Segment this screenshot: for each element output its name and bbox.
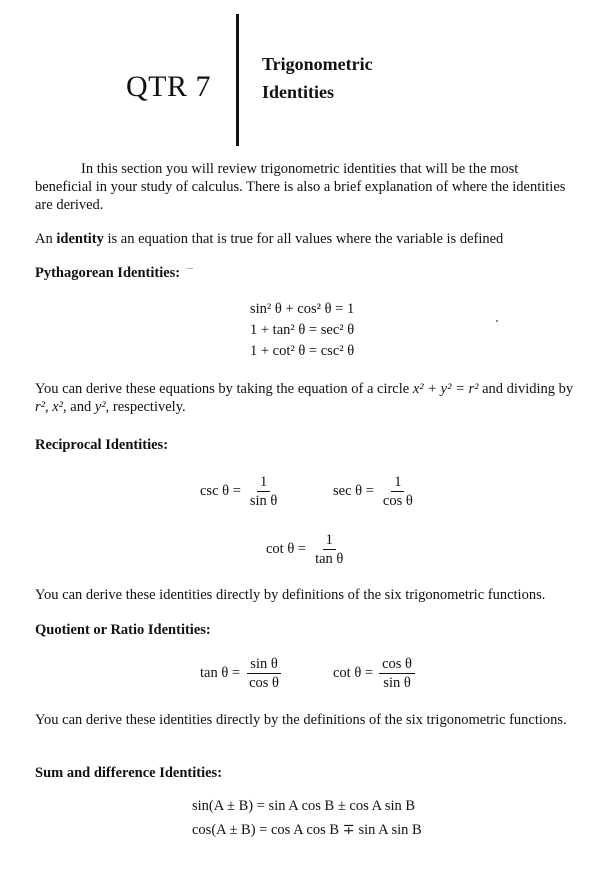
note-part-e: , respectively. — [105, 399, 186, 415]
tan-lhs: tan θ = — [200, 665, 241, 681]
x-squared: x² — [52, 399, 64, 415]
circle-equation: x² + y² = r² — [412, 381, 479, 397]
csc-numerator: 1 — [257, 474, 270, 492]
sec-identity — [333, 474, 416, 509]
scan-speck — [496, 320, 498, 322]
sec-fraction — [380, 474, 416, 509]
cot-lhs: cot θ = — [266, 541, 307, 557]
pythagorean-eq-2: 1 + tan² θ = sec² θ — [250, 322, 355, 338]
note-part-a: You can derive these equations by taking the equation of a circle — [35, 381, 413, 397]
page-title — [262, 50, 373, 106]
cot-quotient-denominator: sin θ — [383, 675, 411, 691]
csc-denominator: sin θ — [249, 493, 278, 509]
csc-lhs: csc θ = — [200, 483, 241, 499]
cot-quotient-fraction — [379, 656, 415, 691]
quotient-note: You can derive these identities directly by the definitions of the six trigonometric functions. — [35, 712, 567, 728]
pythagorean-eq-1: sin² θ + cos² θ = 1 — [250, 301, 355, 317]
sumdiff-heading: Sum and difference Identities: — [35, 765, 223, 781]
sec-numerator: 1 — [391, 474, 404, 492]
cot-fraction — [312, 532, 346, 567]
tan-denominator: cos θ — [249, 675, 279, 691]
pythagorean-eq-3: 1 + cot² θ = csc² θ — [250, 343, 355, 359]
scan-mark — [187, 268, 193, 269]
identity-def-suffix: is an equation that is true for all values where the variable is defined — [103, 231, 504, 247]
cot-quotient-lhs: cot θ = — [333, 665, 374, 681]
pythagorean-note — [35, 380, 575, 416]
tan-numerator: sin θ — [247, 656, 281, 674]
note-part-c: , — [45, 399, 53, 415]
tan-fraction — [246, 656, 282, 691]
sec-lhs: sec θ = — [333, 483, 374, 499]
identity-term: identity — [56, 231, 104, 247]
intro-paragraph: In this section you will review trigonometric identities that will be the most beneficial in your study of calculus. There is also a brief explanation of where the identities are derived. — [35, 161, 566, 213]
note-part-b: and dividing by — [478, 381, 574, 397]
r-squared: r² — [35, 399, 45, 415]
cot-denominator: tan θ — [315, 551, 344, 567]
csc-fraction — [247, 474, 281, 509]
title-line-1: Trigonometric — [262, 54, 373, 74]
header-divider — [236, 14, 239, 146]
sec-denominator: cos θ — [382, 493, 413, 509]
cot-numerator: 1 — [323, 532, 336, 550]
cot-identity — [266, 532, 346, 567]
sumdiff-eq-1: sin(A ± B) = sin A cos B ± cos A sin B — [192, 798, 416, 814]
pythagorean-heading: Pythagorean Identities: — [35, 265, 181, 281]
cot-quotient-identity — [333, 656, 415, 691]
reciprocal-note: You can derive these identities directly by definitions of the six trigonometric functions. — [35, 587, 546, 603]
reciprocal-heading: Reciprocal Identities: — [35, 437, 169, 453]
identity-definition — [35, 230, 575, 248]
csc-identity — [200, 474, 280, 509]
cot-quotient-numerator: cos θ — [379, 656, 415, 674]
y-squared: y² — [94, 399, 106, 415]
identity-def-prefix: An — [35, 231, 57, 247]
sumdiff-eq-2: cos(A ± B) = cos A cos B ∓ sin A sin B — [192, 822, 422, 838]
title-line-2: Identities — [262, 82, 334, 102]
note-part-d: , and — [63, 399, 95, 415]
tan-quotient-identity — [200, 656, 282, 691]
quotient-heading: Quotient or Ratio Identities: — [35, 622, 211, 638]
section-code: QTR 7 — [126, 70, 211, 103]
